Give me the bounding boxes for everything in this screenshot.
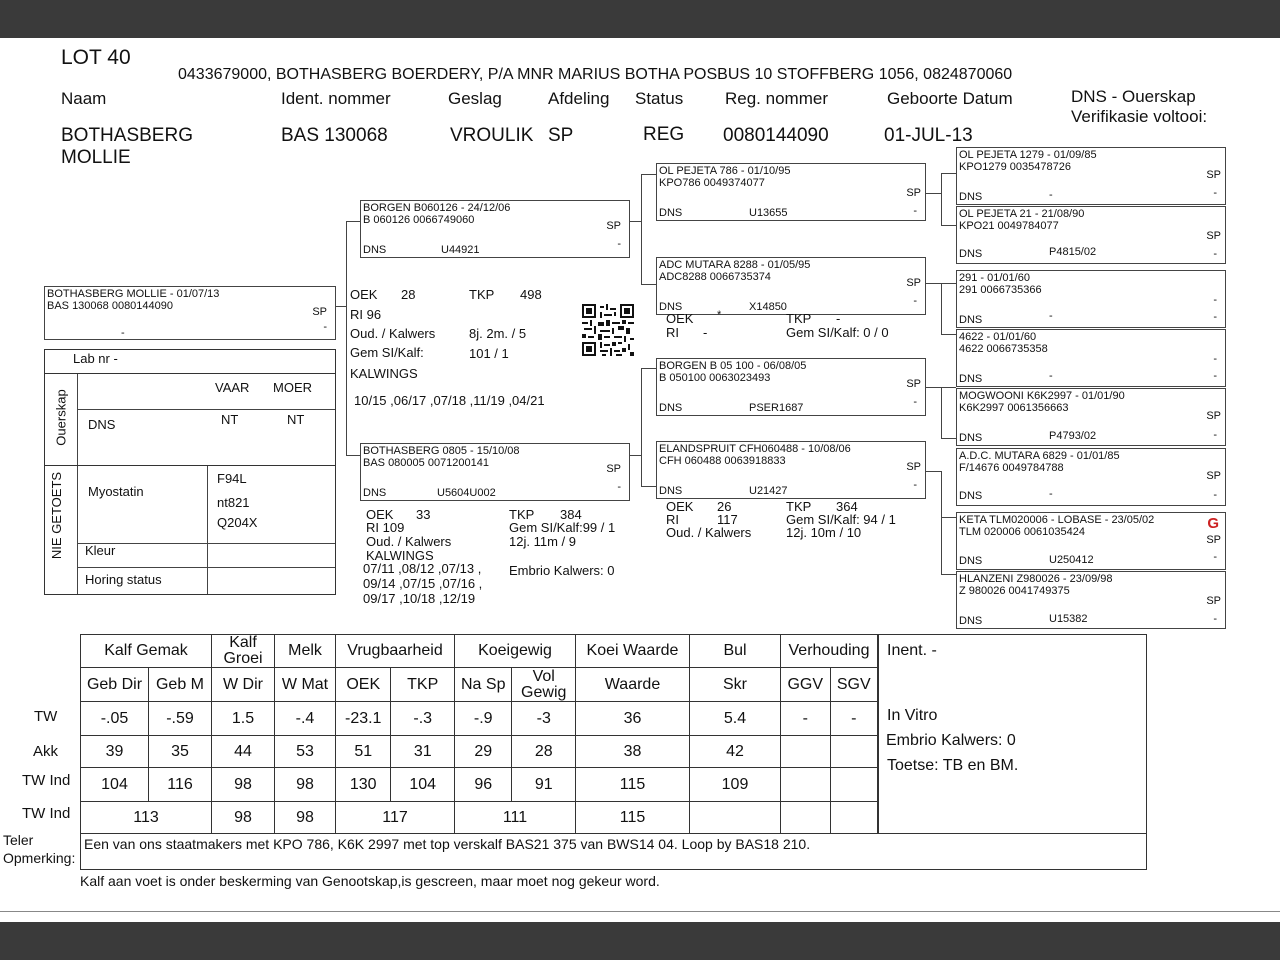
- nie-getoets-panel: Myostatin F94L nt821 Q204X Kleur Horing status NIE GETOETS: [44, 465, 336, 595]
- gp-borgen-b05100-box: BORGEN B 05 100 - 06/08/05 B 050100 0063023493 SP - DNS PSER1687: [656, 358, 926, 416]
- animal-name-1: BOTHASBERG: [61, 125, 193, 146]
- document-page: LOT 40 0433679000, BOTHASBERG BOERDERY, P/A MNR MARIUS BOTHA POSBUS 10 STOFFBERG 1056, 0824870060 Naam Ident. nommer Geslag Afdeling Status Reg. nommer Geboorte Datum DNS - Ouerskap Verifikasie voltooi: BOTHASBERG MOLLIE BAS 130068 VROULIK SP REG 0080144090 01-JUL-13 BOTHASBERG MOLLIE - 01/07/13 BAS 130068 0080144090 SP - - BORGEN B060126 - 24/12/06 B 060126 0066749060 SP - DNS U44921 BOTHASBERG 0805 - 15/10/08 BAS 080005 0071200141 SP - DNS U5604U002 OL PEJETA 786 - 01/10/95 KPO786 0049374077 SP - DNS U13655 ADC MUTARA 8288 - 01/05/95 ADC8288 0066735374 SP - DNS X14850 BORGEN B 05 100 - 06/08/05 B 050100 0063023493 SP - DNS PSER1687 ELANDSPRUIT CFH060488 - 10/08/06 CFH 060488 0063918833 SP - DNS U21427 OL PEJETA 1279 - 01/09/85 KPO1279 0035478726 SP - DNS - OL PEJETA 21 - 21/08/90 KPO21 0049784077 SP - DNS P4815/02 291 - 01/01/60 291 0066735366 - - DNS - 4622 - 01/01/60 4622 0066735358 - - DNS - MOGWOONI K6K2997 - 01/01/90 K6K2997 0061356663 SP - DNS P4793/02 A.D.C. MUTARA 6829 - 01/01/85 F/14676 0049784788 SP - DNS - KETA TLM020006 - LOBASE - 23/05/02 TLM 020006 0061035424 G SP - DNS U250412 HLANZENI Z980026 - 23/09/98 Z 980026 0041749375 SP - DNS U15382 OEK 28 TKP 498 RI 96 Oud. / Kalwers 8j. 2m. / 5 Gem SI/Kalf: 101 / 1 KALWINGS 10/15 ,06/17 ,07/18 ,11/19 ,04/21 OEK * TKP - RI - Gem SI/Kalf: 0 / 0 OEK 33 TKP 384 RI 109 Gem SI/Kalf:99 / 1 Oud. / Kalwers 12j. 11m / 9 KALWINGS 07/11 ,08/12 ,07/13 , 09/14 ,07/15 ,07/16 , 09/17 ,10/18 ,12/19 Embrio Kalwers: 0 OEK 26 TKP 364 RI 117 Gem SI/Kalf: 94 / 1 Oud. / Kalwers 12j. 10m / 10 Lab nr - VAAR MOER DNS NT NT Ouerskap Myostatin F94L nt821 Q204X Kleur Horing status NIE GETOETS Kalf Gemak Kalf Groei Melk Vrugbaarheid Koeigewig Koei Waarde Bul Verhouding Geb Dir Geb M W Dir W Mat OEK TKP Na Sp Vol Gewig Waarde Skr GGV SGV -.05 -.59 1.5 -.4 -23.1 -.3 -.9 -3 36 5.4 - - 39 35 44 53 51 31 29 28 38 42 104 116 98 98 130 104 96 91 115 109 113 98 98 117 111 115 TW Akk TW Ind TW Ind Inent. - In Vitro Embrio Kalwers: 0 Toetse: TB en BM. Een van ons staatmakers met KPO 786, K6K 2997 met top verskalf BAS21 375 van BWS14 04. Loop by BAS18 210. Teler Opmerking: Kalf aan voet is onder beskerming van Genootskap,is gescreen, maar moet nog gekeur word.: [0, 38, 1280, 922]
- breeding-values-table: Kalf Gemak Kalf Groei Melk Vrugbaarheid Koeigewig Koei Waarde Bul Verhouding Geb Dir Geb M W Dir W Mat OEK TKP Na Sp Vol Gewig Waarde Skr GGV SGV -.05 -.59 1.5 -.4 -23.1 -.3 -.9 -3 36 5.4 - - 39 35 44 53 51 31 29 28 38 42 104 116 98 98 130 104 96 91 115 109 113 98 98 117 111 115: [80, 634, 878, 834]
- animal-name-2: MOLLIE: [61, 147, 131, 168]
- tw-ind-combined-row: 113 98 98 117 111 115: [81, 802, 878, 834]
- g-mark-icon: G: [1207, 515, 1219, 532]
- remarks-label-opmerking: Opmerking:: [3, 850, 76, 866]
- lab-nr-row: Lab nr -: [44, 349, 336, 375]
- bottom-bar: [0, 922, 1280, 960]
- ggp-291-box: 291 - 01/01/60 291 0066735366 - - DNS -: [956, 270, 1226, 328]
- akk-row: 39 35 44 53 51 31 29 28 38 42: [81, 736, 878, 768]
- remarks-label-teler: Teler: [3, 832, 34, 848]
- label-status: Status: [635, 89, 684, 108]
- sire-box: BORGEN B060126 - 24/12/06 B 060126 0066749060 SP - DNS U44921: [360, 200, 630, 258]
- ouerskap-panel: VAAR MOER DNS NT NT Ouerskap: [44, 373, 336, 467]
- label-geboorte: Geboorte Datum: [887, 89, 1013, 108]
- afdeling-value: SP: [548, 125, 574, 146]
- row-label-akk: Akk: [33, 743, 59, 760]
- status-value: REG: [643, 124, 685, 145]
- info-box: Inent. - In Vitro Embrio Kalwers: 0 Toetse: TB en BM.: [878, 634, 1147, 835]
- top-bar: [0, 0, 1280, 38]
- ggp-4622-box: 4622 - 01/01/60 4622 0066735358 - - DNS -: [956, 329, 1226, 387]
- ggp-hlanzeni-box: HLANZENI Z980026 - 23/09/98 Z 980026 0041749375 SP - DNS U15382: [956, 571, 1226, 629]
- reg-value: 0080144090: [723, 125, 829, 146]
- footnote: Kalf aan voet is onder beskerming van Genootskap,is gescreen, maar moet nog gekeur word.: [80, 873, 660, 889]
- row-label-tw: TW: [34, 708, 58, 725]
- ggp-mogwooni-box: MOGWOONI K6K2997 - 01/01/90 K6K2997 0061356663 SP - DNS P4793/02: [956, 388, 1226, 446]
- remarks-box: Een van ons staatmakers met KPO 786, K6K 2997 met top verskalf BAS21 375 van BWS14 04. Loop by BAS18 210.: [80, 833, 1147, 870]
- ggp-keta-box: KETA TLM020006 - LOBASE - 23/05/02 TLM 020006 0061035424 G SP - DNS U250412: [956, 512, 1226, 570]
- label-dns-ouerskap: DNS - Ouerskap: [1071, 87, 1196, 106]
- owner-line: 0433679000, BOTHASBERG BOERDERY, P/A MNR MARIUS BOTHA POSBUS 10 STOFFBERG 1056, 0824870060: [178, 66, 1013, 83]
- label-afdeling: Afdeling: [548, 89, 610, 108]
- label-naam: Naam: [61, 89, 107, 108]
- gp-ol-pejeta-786-box: OL PEJETA 786 - 01/10/95 KPO786 0049374077 SP - DNS U13655: [656, 163, 926, 221]
- gp-elandspruit-box: ELANDSPRUIT CFH060488 - 10/08/06 CFH 060488 0063918833 SP - DNS U21427: [656, 441, 926, 499]
- geboorte-value: 01-JUL-13: [884, 125, 973, 146]
- lot-number: LOT 40: [61, 46, 131, 69]
- row-label-tw-ind-2: TW Ind: [22, 805, 71, 822]
- dam-box: BOTHASBERG 0805 - 15/10/08 BAS 080005 0071200141 SP - DNS U5604U002: [360, 443, 630, 501]
- ggp-ol-pejeta-1279-box: OL PEJETA 1279 - 01/09/85 KPO1279 0035478726 SP - DNS -: [956, 147, 1226, 205]
- ident-value: BAS 130068: [281, 125, 388, 146]
- label-ident: Ident. nommer: [281, 89, 391, 108]
- subject-pedigree-box: BOTHASBERG MOLLIE - 01/07/13 BAS 130068 0080144090 SP - -: [44, 286, 336, 340]
- gp-adc-mutara-8288-box: ADC MUTARA 8288 - 01/05/95 ADC8288 0066735374 SP - DNS X14850: [656, 257, 926, 315]
- label-dns-verifikasie: Verifikasie voltooi:: [1071, 107, 1208, 126]
- label-geslag: Geslag: [448, 89, 502, 108]
- row-label-tw-ind: TW Ind: [22, 772, 71, 789]
- ggp-adc-mutara-6829-box: A.D.C. MUTARA 6829 - 01/01/85 F/14676 0049784788 SP - DNS -: [956, 448, 1226, 506]
- geslag-value: VROULIK: [450, 125, 534, 146]
- label-reg: Reg. nommer: [725, 89, 828, 108]
- qr-code-icon: [582, 304, 634, 356]
- tw-row: -.05 -.59 1.5 -.4 -23.1 -.3 -.9 -3 36 5.4 - -: [81, 702, 878, 736]
- ggp-ol-pejeta-21-box: OL PEJETA 21 - 21/08/90 KPO21 0049784077 SP - DNS P4815/02: [956, 206, 1226, 264]
- tw-ind-row: 104 116 98 98 130 104 96 91 115 109: [81, 768, 878, 802]
